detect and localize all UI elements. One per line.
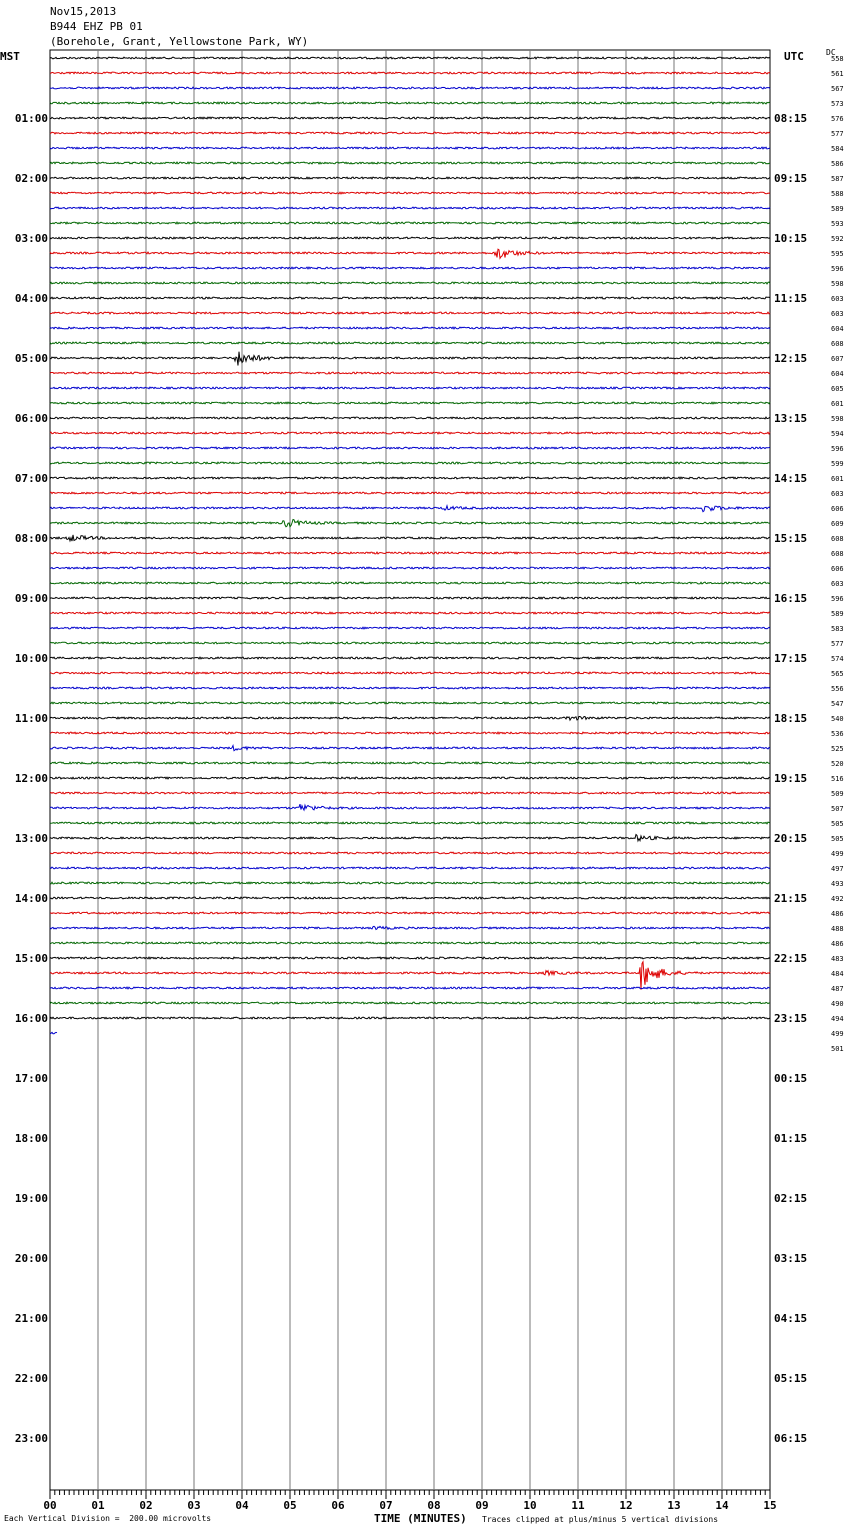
seismic-trace [50,162,770,164]
seismic-trace [50,852,770,854]
utc-hour-label: 21:15 [774,892,808,905]
seismic-trace [50,352,770,366]
utc-hour-label: 15:15 [774,532,808,545]
seismic-trace [50,72,770,74]
dc-offset-label: 492 [831,895,844,903]
x-tick-label: 12 [619,1499,633,1512]
dc-offset-label: 516 [831,775,844,783]
seismic-trace [50,312,770,314]
seismic-trace [50,942,770,944]
mst-hour-label: 23:00 [14,1432,48,1445]
dc-offset-label: 493 [831,880,844,888]
seismic-trace [50,897,770,899]
dc-offset-label: 520 [831,760,844,768]
seismic-trace [50,962,770,990]
right-timezone-label: UTC [784,50,804,63]
dc-offset-label: 587 [831,175,844,183]
mst-hour-label: 10:00 [14,652,48,665]
seismic-trace [50,822,770,824]
dc-offset-label: 603 [831,490,844,498]
seismic-trace [50,1002,770,1004]
x-tick-label: 00 [43,1499,57,1512]
seismic-trace [50,57,770,59]
dc-offset-label: 606 [831,505,844,513]
utc-hour-label: 03:15 [774,1252,808,1265]
mst-hour-label: 05:00 [14,352,48,365]
dc-offset-label: 490 [831,1000,844,1008]
seismic-trace [50,177,770,179]
mst-hour-label: 18:00 [14,1132,48,1145]
seismic-trace [50,132,770,134]
utc-hour-label: 10:15 [774,232,808,245]
seismic-trace [50,926,770,929]
x-tick-label: 03 [187,1499,201,1512]
mst-hour-label: 06:00 [14,412,48,425]
seismic-trace [50,642,770,644]
mst-hour-label: 08:00 [14,532,48,545]
seismic-trace [50,612,770,614]
x-tick-label: 02 [139,1499,153,1512]
seismic-trace [50,102,770,104]
seismic-trace [50,732,770,734]
x-tick-label: 09 [475,1499,489,1512]
dc-offset-label: 558 [831,55,844,63]
dc-offset-label: 561 [831,70,844,78]
left-timezone-label: MST [0,50,20,63]
seismic-trace [50,477,770,479]
dc-offset-label: 593 [831,220,844,228]
seismic-trace [50,192,770,194]
dc-offset-label: 487 [831,985,844,993]
seismic-trace [50,657,770,659]
seismic-trace [50,717,770,721]
utc-hour-label: 13:15 [774,412,808,425]
seismic-trace [50,567,770,569]
utc-hour-label: 20:15 [774,832,808,845]
dc-offset-label: 604 [831,370,844,378]
seismic-trace [50,402,770,404]
seismic-trace [50,87,770,89]
mst-hour-label: 15:00 [14,952,48,965]
dc-offset-label: 483 [831,955,844,963]
dc-offset-label: 486 [831,940,844,948]
seismic-trace [50,597,770,599]
mst-hour-label: 21:00 [14,1312,48,1325]
seismic-trace [50,702,770,704]
seismic-trace [50,912,770,914]
dc-offset-label: 494 [831,1015,844,1023]
dc-offset-label: 501 [831,1045,844,1053]
dc-offset-label: 536 [831,730,844,738]
seismic-trace [50,342,770,344]
seismic-trace [50,222,770,224]
mst-hour-label: 04:00 [14,292,48,305]
mst-hour-label: 02:00 [14,172,48,185]
seismic-trace [50,746,770,751]
utc-hour-label: 22:15 [774,952,808,965]
mst-hour-label: 07:00 [14,472,48,485]
dc-offset-label: 609 [831,520,844,528]
seismic-trace [50,987,770,989]
seismic-trace [50,327,770,329]
utc-hour-label: 19:15 [774,772,808,785]
dc-offset-label: 603 [831,310,844,318]
dc-offset-label: 606 [831,565,844,573]
dc-offset-label: 599 [831,460,844,468]
dc-offset-label: 604 [831,325,844,333]
x-tick-label: 04 [235,1499,249,1512]
seismic-trace [50,582,770,584]
dc-offset-label: 594 [831,430,844,438]
seismic-trace [50,117,770,119]
utc-hour-label: 04:15 [774,1312,808,1325]
seismic-trace [50,297,770,299]
mst-hour-label: 12:00 [14,772,48,785]
mst-hour-label: 03:00 [14,232,48,245]
dc-offset-label: 484 [831,970,844,978]
dc-offset-label: 598 [831,415,844,423]
x-tick-label: 15 [763,1499,777,1512]
dc-offset-label: 497 [831,865,844,873]
seismic-trace [50,506,770,512]
seismic-trace [50,957,770,959]
utc-hour-label: 01:15 [774,1132,808,1145]
dc-offset-label: 576 [831,115,844,123]
dc-offset-label: 573 [831,100,844,108]
mst-hour-label: 13:00 [14,832,48,845]
header-date: Nov15,2013 [50,5,117,18]
mst-hour-label: 11:00 [14,712,48,725]
x-tick-label: 11 [571,1499,585,1512]
dc-offset-label: 598 [831,280,844,288]
utc-hour-label: 18:15 [774,712,808,725]
utc-hour-label: 05:15 [774,1372,808,1385]
mst-hour-label: 22:00 [14,1372,48,1385]
dc-offset-label: 488 [831,925,844,933]
dc-offset-label: 505 [831,835,844,843]
utc-hour-label: 02:15 [774,1192,808,1205]
dc-offset-label: 601 [831,475,844,483]
dc-offset-label: 574 [831,655,844,663]
utc-hour-label: 12:15 [774,352,808,365]
dc-offset-label: 589 [831,610,844,618]
dc-offset-label: 556 [831,685,844,693]
seismic-trace [50,237,770,239]
utc-hour-label: 14:15 [774,472,808,485]
dc-offset-label: 507 [831,805,844,813]
dc-offset-label: 577 [831,130,844,138]
utc-hour-label: 09:15 [774,172,808,185]
utc-hour-label: 17:15 [774,652,808,665]
seismic-trace [50,792,770,794]
seismic-trace [50,835,770,841]
dc-offset-label: 586 [831,160,844,168]
dc-offset-label: 547 [831,700,844,708]
scale-note: Each Vertical Division = 200.00 microvolts [4,1514,212,1523]
dc-offset-label: 607 [831,355,844,363]
x-tick-label: 01 [91,1499,105,1512]
utc-hour-label: 08:15 [774,112,808,125]
mst-hour-label: 16:00 [14,1012,48,1025]
dc-offset-label: 605 [831,385,844,393]
dc-offset-label: 583 [831,625,844,633]
mst-hour-label: 20:00 [14,1252,48,1265]
dc-offset-label: 567 [831,85,844,93]
seismic-trace [50,627,770,629]
dc-offset-label: 601 [831,400,844,408]
dc-offset-label: 603 [831,295,844,303]
mst-hour-label: 17:00 [14,1072,48,1085]
seismic-trace [50,804,770,810]
dc-offset-label: 577 [831,640,844,648]
dc-offset-label: 486 [831,910,844,918]
dc-offset-label: 584 [831,145,844,153]
seismic-trace [50,687,770,689]
dc-offset-label: 509 [831,790,844,798]
utc-hour-label: 11:15 [774,292,808,305]
seismic-trace [50,387,770,389]
utc-hour-label: 23:15 [774,1012,808,1025]
seismic-trace [50,867,770,869]
seismic-trace [50,552,770,554]
seismic-trace [50,432,770,434]
dc-offset-label: 595 [831,250,844,258]
mst-hour-label: 01:00 [14,112,48,125]
x-tick-label: 14 [715,1499,729,1512]
seismic-trace-partial [50,1032,57,1033]
clip-note: Traces clipped at plus/minus 5 vertical divisions [482,1515,719,1524]
dc-offset-label: 540 [831,715,844,723]
dc-offset-label: 525 [831,745,844,753]
seismic-trace [50,267,770,269]
mst-hour-label: 09:00 [14,592,48,605]
mst-hour-label: 14:00 [14,892,48,905]
seismic-trace [50,1017,770,1019]
dc-offset-header: DC [826,48,836,57]
x-tick-label: 07 [379,1499,393,1512]
x-axis-label: TIME (MINUTES) [374,1512,467,1525]
seismic-trace [50,777,770,779]
dc-offset-label: 608 [831,340,844,348]
seismic-trace [50,882,770,884]
dc-offset-label: 592 [831,235,844,243]
plot-frame [50,50,770,1490]
seismic-trace [50,520,770,527]
dc-offset-label: 499 [831,850,844,858]
seismic-trace [50,447,770,449]
dc-offset-label: 505 [831,820,844,828]
utc-hour-label: 00:15 [774,1072,808,1085]
header-location: (Borehole, Grant, Yellowstone Park, WY) [50,35,309,48]
x-tick-label: 13 [667,1499,681,1512]
dc-offset-label: 565 [831,670,844,678]
seismic-trace [50,147,770,149]
dc-offset-label: 608 [831,550,844,558]
x-tick-label: 08 [427,1499,441,1512]
seismic-trace [50,672,770,674]
seismic-trace [50,417,770,419]
dc-offset-label: 603 [831,580,844,588]
x-tick-label: 06 [331,1499,345,1512]
x-tick-label: 05 [283,1499,297,1512]
dc-offset-label: 608 [831,535,844,543]
dc-offset-label: 596 [831,445,844,453]
dc-offset-label: 596 [831,265,844,273]
seismic-trace [50,372,770,374]
utc-hour-label: 16:15 [774,592,808,605]
x-tick-label: 10 [523,1499,537,1512]
seismic-trace [50,492,770,494]
dc-offset-label: 588 [831,190,844,198]
seismic-trace [50,462,770,464]
seismic-trace [50,282,770,284]
seismic-trace [50,207,770,209]
seismic-trace [50,249,770,258]
dc-offset-label: 589 [831,205,844,213]
mst-hour-label: 19:00 [14,1192,48,1205]
seismic-trace [50,535,770,541]
dc-offset-label: 596 [831,595,844,603]
header-station: B944 EHZ PB 01 [50,20,143,33]
utc-hour-label: 06:15 [774,1432,808,1445]
seismic-trace [50,762,770,764]
dc-offset-label: 499 [831,1030,844,1038]
